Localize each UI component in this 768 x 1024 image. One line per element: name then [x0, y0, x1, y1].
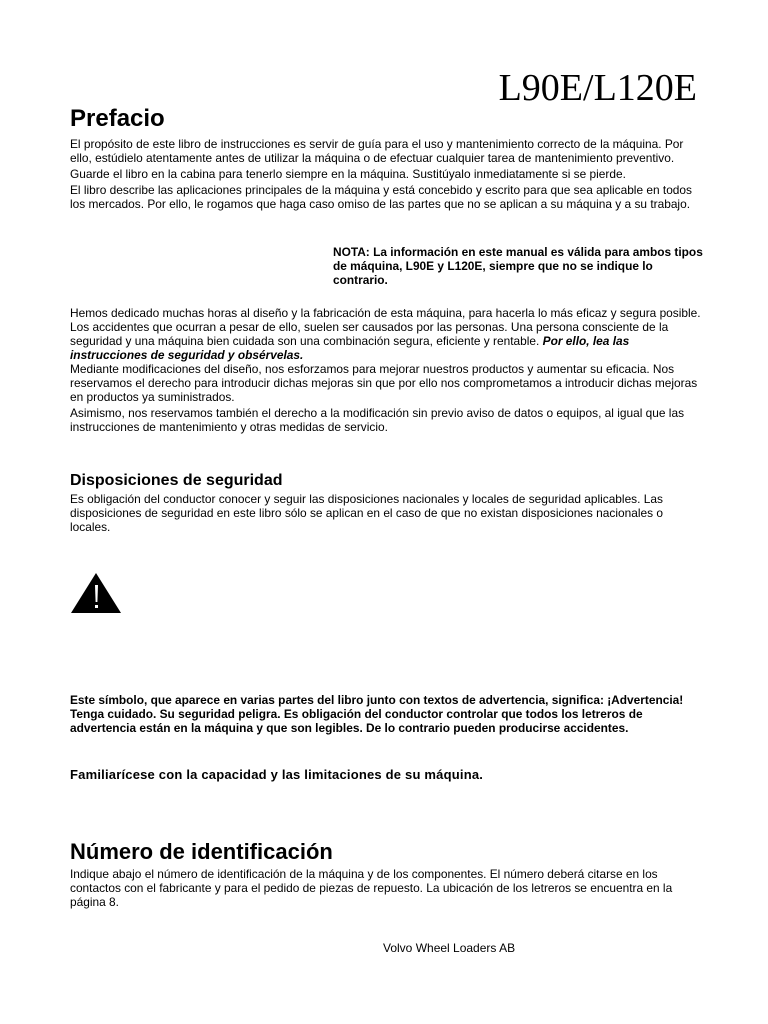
seguridad-text [70, 492, 702, 534]
prefacio-paragraph-2: Guarde el libro en la cabina para tenerlo siempre en la máquina. Sustitúyalo inmediatamente si se pierde. [70, 167, 626, 181]
seguridad-paragraph-1: Es obligación del conductor conocer y seguir las disposiciones nacionales y locales de seguridad aplicables. Las disposiciones de seguridad en este libro sólo se aplican en el caso de que no existan disposiciones nacionales o locales. [70, 492, 663, 534]
prefacio-paragraph-3: El libro describe las aplicaciones principales de la máquina y está concebido y escrito para que sea aplicable en todos los mercados. Por ello, le rogamos que haga caso omiso de las partes que no se aplican a su máquina y a su trabajo. [70, 183, 692, 211]
model-title: L90E/L120E [498, 67, 697, 109]
identificacion-text [70, 867, 702, 909]
note-box: NOTA: La información en este manual es válida para ambos tipos de máquina, L90E y L120E, siempre que no se indique lo contrario. [333, 245, 703, 287]
prefacio-paragraph-5: Mediante modificaciones del diseño, nos esforzamos para mejorar nuestros productos y aumentar su eficacia. Nos reservamos el derecho para introducir dichas mejoras sin que por ello nos comprometamos a introducir dichas mejoras en productos ya suministrados. [70, 362, 698, 404]
prefacio-emphasis: Por ello, lea las instrucciones de seguridad y obsérvelas. [70, 334, 630, 362]
prefacio-paragraph-1: El propósito de este libro de instrucciones es servir de guía para el uso y mantenimiento correcto de la máquina. Por ello, estúdielo atentamente antes de utilizar la máquina o de efectuar cualquier tarea de mantenimiento preventivo. [70, 137, 684, 165]
capacity-note: Familiarícese con la capacidad y las limitaciones de su máquina. [70, 767, 484, 782]
section-title-seguridad: Disposiciones de seguridad [70, 472, 283, 489]
prefacio-text-2 [70, 306, 702, 434]
warning-text: Este símbolo, que aparece en varias partes del libro junto con textos de advertencia, significa: ¡Advertencia! Tenga cuidado. Su seguridad peligra. Es obligación del conductor controlar que todos los letreros de advertencia están en la máquina y que son legibles. De lo contrario pueden producirse accidentes. [70, 693, 684, 735]
prefacio-paragraph-4 [70, 306, 702, 362]
footer-company: Volvo Wheel Loaders AB [383, 941, 516, 955]
identificacion-paragraph-1: Indique abajo el número de identificación de la máquina y de los componentes. El número deberá citarse en los contactos con el fabricante y para el pedido de piezas de repuesto. La ubicación de los letreros se encuentra en la página 8. [70, 867, 673, 909]
prefacio-text [70, 137, 702, 211]
prefacio-paragraph-6: Asimismo, nos reservamos también el derecho a la modificación sin previo aviso de datos o equipos, al igual que las instrucciones de mantenimiento y otras medidas de servicio. [70, 406, 685, 434]
prefacio-paragraph-4-text: Hemos dedicado muchas horas al diseño y la fabricación de esta máquina, para hacerla lo más eficaz y segura posible. Los accidentes que ocurran a pesar de ello, suelen ser causados por las personas. Una persona consciente de la seguridad y una máquina bien cuidada son una combinación segura, eficiente y rentable. [70, 306, 701, 348]
section-title-identificacion: Número de identificación [70, 839, 333, 864]
warning-triangle-icon [70, 572, 122, 614]
section-title-prefacio: Prefacio [70, 105, 165, 132]
